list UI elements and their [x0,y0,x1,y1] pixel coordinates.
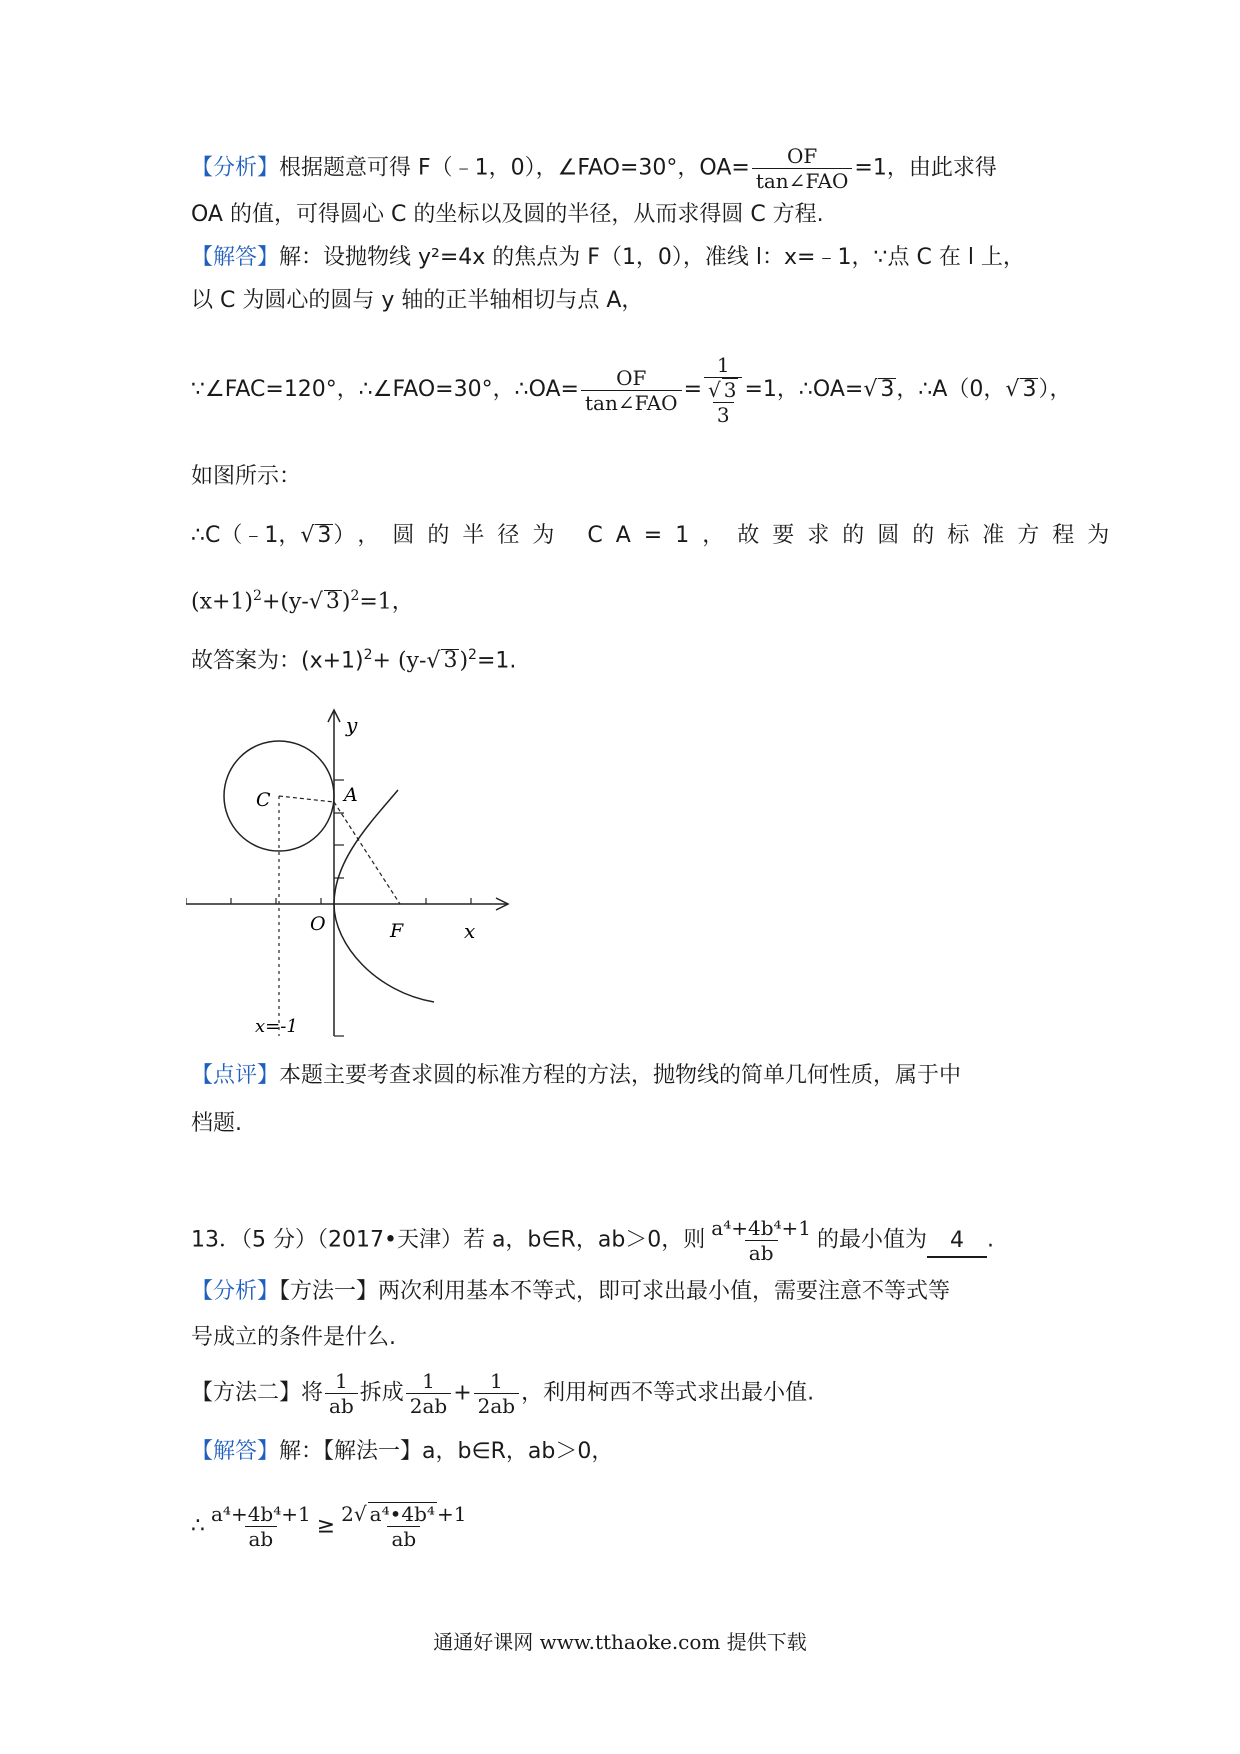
solution-figure-ref: 如图所示： [191,464,302,489]
solution-equation-line: ∵∠FAC=120°，∴∠FAO=30°，∴OA= $\frac{OF}{\text{tan∠FAO}}$ = 1 √ 3 3 =1，∴OA=√ 3，∴A（0，√ 3）， [191,353,1072,427]
fraction: 1 √ 3 3 [704,353,742,427]
solution-final-equation: $(x+1)^2+(y-√$ 3)$^2$=1， [191,588,414,615]
analysis-tag: 【分析】 [191,1279,280,1304]
label-directrix: x=-1 [255,1016,298,1037]
page-footer: 通通好课网 www.tthaoke.com 提供下载 [433,1630,807,1654]
comment-tag: 【点评】 [191,1063,280,1088]
analysis-tag: 【分析】 [191,155,280,181]
question-13: 13．（5 分）（2017•天津）若 a，b∈R，ab＞0，则 $\frac{\text{a⁴+4b⁴+1}}{ab}$ 的最小值为 4 . [191,1216,995,1265]
label-c: C [256,789,271,811]
solution-tag: 【解答】 [191,245,280,270]
fraction: $\frac{1}{ab}$ [325,1369,358,1418]
analysis2-line-1: 【分析】【方法一】两次利用基本不等式，即可求出最小值，需要注意不等式等 [191,1279,951,1304]
comment-line-2: 档题. [191,1111,242,1136]
label-x: x [464,919,476,943]
answer-blank: 4 [927,1226,987,1258]
fraction: $\frac{\text{a⁴+4b⁴+1}}{ab}$ [711,1216,812,1265]
solution-tag: 【解答】 [191,1439,280,1464]
analysis2-line-2: 号成立的条件是什么. [191,1325,396,1350]
label-a: A [344,784,358,806]
solution2-line-1: 【解答】解：【解法一】a，b∈R，ab＞0， [191,1439,614,1464]
solution-center-line: ∴C（﹣1，√ 3），圆的半径为 CA=1，故要求的圆的标准方程为 [191,523,1123,548]
label-y: y [346,713,358,737]
label-f: F [390,920,404,942]
fraction: $\frac{1}{2ab}$ [474,1369,519,1418]
segment-af [334,802,400,904]
answer-line: 故答案为：$(x+1)^2+ (y-√$ 3)$^2$=1. [191,647,517,674]
label-o: O [310,913,326,935]
fraction: $\frac{1}{2ab}$ [406,1369,451,1418]
segment-ca [279,796,334,802]
fraction: $\frac{\text{a⁴+4b⁴+1}}{ab}$ [211,1502,311,1551]
fraction: $\frac{\text{2√ a⁴•4b⁴ +1}}{ab}$ [341,1502,467,1551]
fraction: $\frac{OF}{\text{tan∠FAO}}$ [752,144,853,193]
fraction: $\frac{OF}{\text{tan∠FAO}}$ [581,366,682,415]
parabola-lower [334,904,434,1002]
solution-line-2: 以 C 为圆心的圆与 y 轴的正半轴相切与点 A， [191,288,644,313]
analysis-line-2: OA 的值，可得圆心 C 的坐标以及圆的半径，从而求得圆 C 方程. [191,202,824,227]
comment-line-1: 【点评】本题主要考查求圆的标准方程的方法，抛物线的简单几何性质，属于中 [191,1063,962,1088]
solution-line-1: 【解答】解：设抛物线 y²=4x 的焦点为 F（1，0），准线 l：x=﹣1，∵点 C 在 l 上， [191,245,1025,270]
y-axis-ticks [334,780,344,1036]
parabola-circle-figure [186,700,546,1040]
solution2-inequality: ∴ $\frac{\text{a⁴+4b⁴+1}}{ab}$ ≥ $\frac{\text{2√ a⁴•4b⁴ +1}}{ab}$ [191,1502,472,1551]
x-axis-ticks [186,898,471,904]
analysis-line-1: 【分析】根据题意可得 F（﹣1，0），∠FAO=30°，OA= $\frac{OF}{\text{tan∠FAO}}$ =1，由此求得 [191,144,997,193]
analysis2-method2: 【方法二】将 $\frac{1}{ab}$ 拆成 $\frac{1}{2ab}$ + $\frac{1}{2ab}$ ，利用柯西不等式求出最小值. [191,1369,815,1418]
